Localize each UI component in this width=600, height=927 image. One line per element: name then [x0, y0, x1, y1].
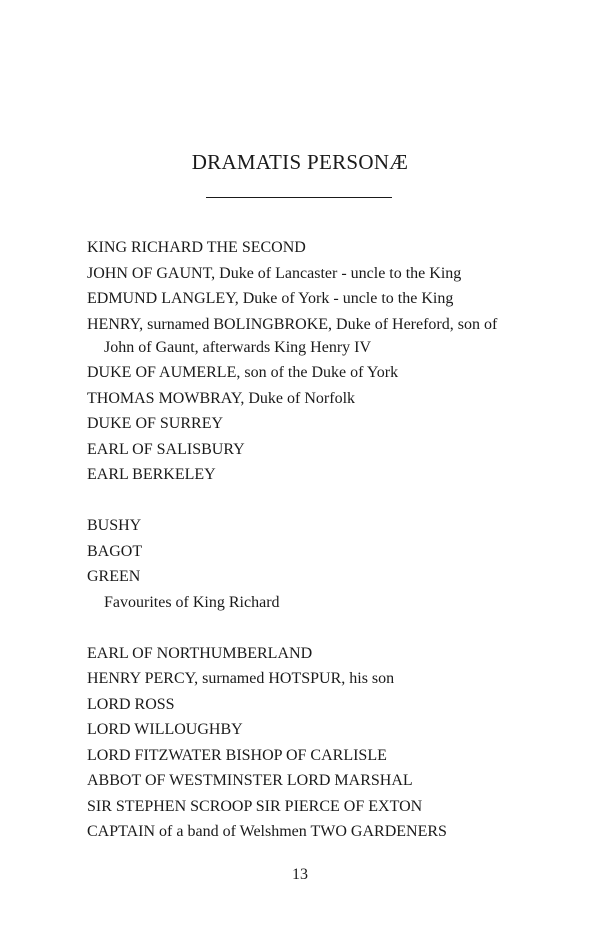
cast-item: BAGOT	[87, 542, 143, 560]
cast-group-favourites	[87, 514, 527, 614]
cast-item: EARL OF SALISBURY	[87, 440, 245, 458]
cast-item: HENRY, surnamed BOLINGBROKE, Duke of Hereford, son of John of Gaunt, afterwards King Henry IV	[87, 315, 498, 356]
cast-item: ABBOT OF WESTMINSTER LORD MARSHAL	[87, 772, 413, 789]
cast-item: CAPTAIN of a band of Welshmen TWO GARDENERS	[87, 823, 447, 840]
cast-list	[87, 236, 527, 846]
cast-item: LORD WILLOUGHBY	[87, 721, 243, 738]
cast-item: GREEN	[87, 568, 141, 585]
cast-item: HENRY PERCY, surnamed HOTSPUR, his son	[87, 670, 395, 687]
cast-group-others	[87, 642, 527, 844]
cast-item: EARL OF NORTHUMBERLAND	[87, 644, 313, 662]
cast-group-note: Favourites of King Richard	[104, 593, 280, 611]
page-number: 13	[292, 866, 308, 883]
cast-item: KING RICHARD THE SECOND	[87, 239, 306, 256]
group-spacer	[87, 616, 527, 642]
cast-group-principals	[87, 236, 527, 486]
page-title: DRAMATIS PERSONÆ	[191, 150, 409, 174]
cast-item: EARL BERKELEY	[87, 466, 216, 483]
cast-item: EDMUND LANGLEY, Duke of York - uncle to the King	[87, 290, 454, 307]
title-rule	[206, 197, 392, 198]
cast-item: BUSHY	[87, 517, 142, 534]
cast-item: DUKE OF SURREY	[87, 415, 224, 432]
cast-item: THOMAS MOWBRAY, Duke of Norfolk	[87, 389, 356, 407]
cast-item: LORD FITZWATER BISHOP OF CARLISLE	[87, 746, 387, 764]
cast-item: LORD ROSS	[87, 695, 175, 713]
group-spacer	[87, 489, 527, 515]
cast-item: JOHN OF GAUNT, Duke of Lancaster - uncle to the King	[87, 264, 462, 282]
cast-item: SIR STEPHEN SCROOP SIR PIERCE OF EXTON	[87, 797, 423, 815]
cast-item: DUKE OF AUMERLE, son of the Duke of York	[87, 364, 399, 381]
